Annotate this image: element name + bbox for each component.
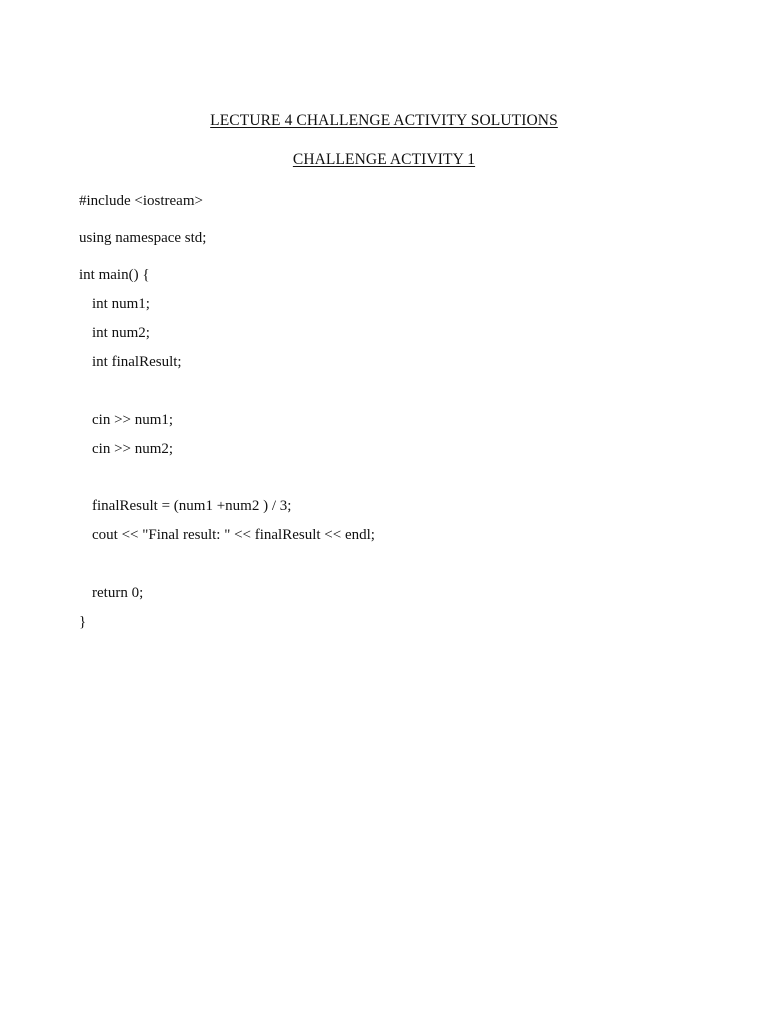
document-subtitle: CHALLENGE ACTIVITY 1 [292, 151, 476, 168]
document-title: LECTURE 4 CHALLENGE ACTIVITY SOLUTIONS [210, 112, 558, 129]
code-block [79, 0, 739, 1024]
code-line-assign-final: finalResult = (num1 +num2 ) / 3; [92, 498, 292, 514]
code-line-decl-num1: int num1; [92, 296, 150, 312]
code-line-include: #include <iostream> [79, 193, 203, 209]
code-line-decl-final: int finalResult; [92, 354, 182, 370]
code-line-cin-num1: cin >> num1; [92, 412, 174, 428]
code-line-return: return 0; [92, 585, 144, 601]
code-line-main-close: } [79, 614, 87, 630]
code-line-cin-num2: cin >> num2; [92, 441, 174, 457]
code-line-main-open: int main() { [79, 267, 150, 283]
code-line-namespace: using namespace std; [79, 230, 207, 246]
code-line-cout-final: cout << "Final result: " << finalResult << endl; [92, 527, 375, 543]
code-line-decl-num2: int num2; [92, 325, 150, 341]
